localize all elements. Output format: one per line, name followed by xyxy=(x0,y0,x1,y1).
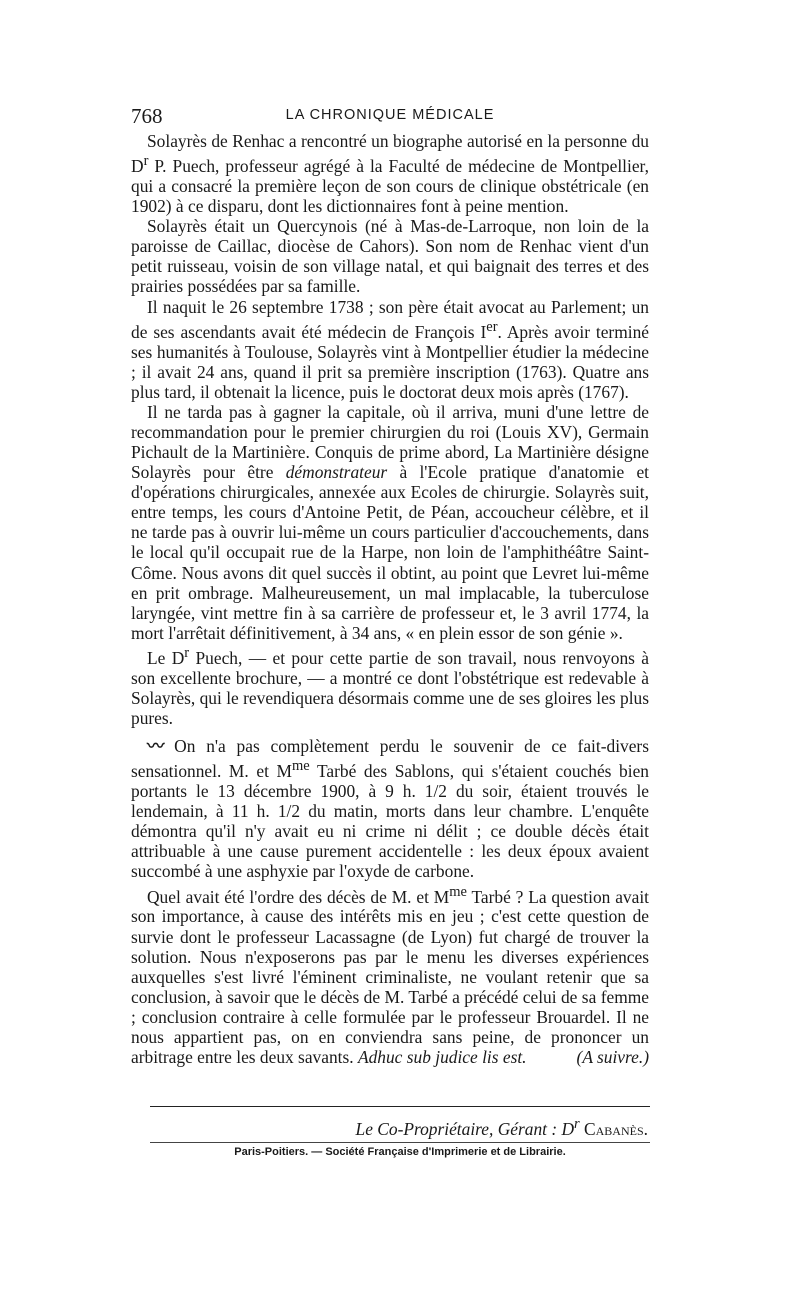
text-run: Tarbé ? La question avait son importance, à cause des intérêts mis en jeu ; c'est cette question de survie dont le professeur Lacassagne (de Lyon) fut chargé de trouver la solution. Nous n'exposerons pas par le menu les diverses expériences auxquelles s'est livré l'éminent criminaliste, ne voulant retenir que sa conclusion, à savoir que le décès de M. Tarbé a précédé celui de sa femme ; conclusion contraire à celle formulée par le professeur Brouardel. Il ne nous appartient pas, on en conviendra sans peine, de prononcer un arbitrage entre les deux savants. xyxy=(131,886,649,1068)
italic-term: démonstrateur xyxy=(285,462,388,483)
superscript: er xyxy=(486,318,498,335)
paragraph xyxy=(131,643,649,728)
superscript: r xyxy=(143,153,149,170)
superscript: me xyxy=(449,883,467,900)
text-run: à l'Ecole pratique d'anatomie et d'opérations chirurgicales, annexée aux Ecoles de chirurgie. Solayrès suit, entre temps, les cours d'Antoine Petit, de Péan, accoucheur célèbre, et il ne tarde pas à ouvrir lui-même un cours particulier d'accouchements, dans le local qu'il occupait rue de la Harpe, non loin de l'amphithéâtre Saint-Côme. Nous avons dit quel succès il obtint, au point que Levret lui-même en prit ombrage. Malheureusement, un mal implacable, la tuberculose laryngée, vint mettre fin à sa carrière de professeur et, le 3 avril 1774, la mort l'arrêtait définitivement, à 34 ans, « en plein essor de son génie ». xyxy=(131,462,650,643)
text-run: P. Puech, professeur agrégé à la Faculté de médecine de Montpellier, qui a consacré la première leçon de son cours de clinique obstétricale (en 1902) à ce disparu, dont les dictionnaires font à peine mention. xyxy=(131,155,649,217)
paragraph xyxy=(131,882,649,1068)
gerant-name: Cabanès. xyxy=(579,1118,648,1139)
body-text xyxy=(131,131,649,1067)
paragraph xyxy=(131,402,649,643)
text-run: Solayrès de Renhac a rencontré un biographe autorisé en la personne du D xyxy=(131,131,649,176)
paragraph xyxy=(131,736,649,881)
publisher-signature xyxy=(356,1116,648,1140)
footer-rule xyxy=(150,1106,650,1107)
paragraph xyxy=(131,131,649,216)
superscript: r xyxy=(574,1116,580,1132)
text-run: On n'a pas complètement perdu le souvenir de ce fait-divers sensationnel. M. et M xyxy=(131,736,649,781)
printer-imprint: Paris-Poitiers. — Société Française d'Imprimerie et de Librairie. xyxy=(234,1146,566,1158)
text-run: Il naquit le 26 septembre 1738 ; son père était avocat au Parlement; un de ses ascendants avait été médecin de François I xyxy=(131,296,649,342)
gerant-label: Le Co-Propriétaire, Gérant : D xyxy=(355,1118,575,1139)
continued-note: (A suivre.) xyxy=(576,1047,649,1068)
text-run: Il ne tarda pas à gagner la capitale, où il arriva, muni d'une lettre de recommandation pour le premier chirurgien du roi (Louis XV), Germain Pichault de la Martinière. Conquis de prime abord, La Martinière désigne Solayrès pour être xyxy=(131,401,649,483)
superscript: me xyxy=(291,758,310,775)
text-run: Tarbé des Sablons, qui s'étaient couchés bien portants le 13 décembre 1900, à 9 h. 1/2 du soir, étaient trouvés le lendemain, à 11 h. 1/2 du matin, morts dans leur chambre. L'enquête démontra qu'il n'y avait eu ni crime ni délit ; ce double décès était attribuable à une cause purement accidentelle : les deux époux avaient succombé à une asphyxie par l'oxyde de carbone. xyxy=(131,761,649,882)
text-run: Puech, — et pour cette partie de son travail, nous renvoyons à son excellente brochure, — a montré ce dont l'obstétrique est redevable à Solayrès, qui le revendiquera désormais comme une de ses gloires les plus pures. xyxy=(131,647,650,729)
latin-quote: Adhuc sub judice lis est. xyxy=(357,1047,527,1068)
running-title: LA CHRONIQUE MÉDICALE xyxy=(285,107,495,123)
text-run: Quel avait été l'ordre des décès de M. et M xyxy=(147,886,450,907)
wave-ornament-icon: 〰 xyxy=(147,736,164,757)
paragraph xyxy=(131,216,649,296)
superscript: r xyxy=(184,644,190,661)
page-header xyxy=(131,104,649,128)
text-run: . Après avoir terminé ses humanités à Toulouse, Solayrès vint à Montpellier étudier la médecine ; il avait 24 ans, quand il prit sa première inscription (1763). Quatre ans plus tard, il obtenait la licence, puis le doctorat deux mois après (1767). xyxy=(131,321,649,402)
paragraph xyxy=(131,297,649,402)
text-run: Solayrès était un Quercynois (né à Mas-de-Larroque, non loin de la paroisse de Caillac, diocèse de Cahors). Son nom de Renhac vient d'un petit ruisseau, voisin de son village natal, et qui baignait des terres et des prairies possédées par sa famille. xyxy=(131,216,649,297)
page-number: 768 xyxy=(131,104,163,128)
text-run: Le D xyxy=(147,647,185,668)
imprint-rule xyxy=(150,1142,650,1143)
